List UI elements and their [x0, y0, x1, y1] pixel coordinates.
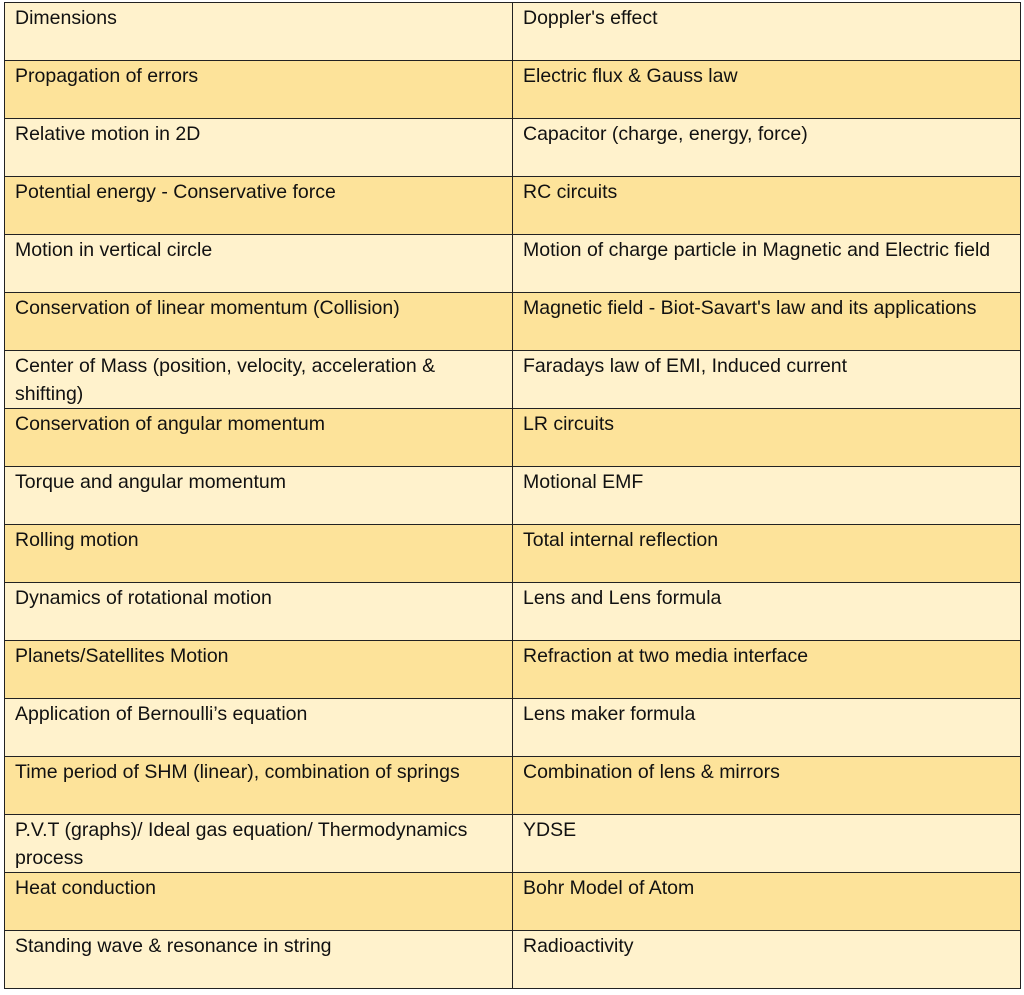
right-topic-cell: Capacitor (charge, energy, force) — [513, 119, 1021, 177]
right-topic-cell: Motional EMF — [513, 467, 1021, 525]
table-row — [5, 3, 1021, 61]
table-row — [5, 583, 1021, 641]
right-topic-cell: Motion of charge particle in Magnetic and Electric field — [513, 235, 1021, 293]
left-topic-cell: Conservation of linear momentum (Collision) — [5, 293, 513, 351]
right-topic-cell: Lens maker formula — [513, 699, 1021, 757]
table-row — [5, 293, 1021, 351]
table-row — [5, 351, 1021, 409]
left-topic-cell: Planets/Satellites Motion — [5, 641, 513, 699]
left-topic-cell: Center of Mass (position, velocity, acceleration & shifting) — [5, 351, 513, 409]
right-topic-cell: Bohr Model of Atom — [513, 873, 1021, 931]
right-topic-cell: Doppler's effect — [513, 3, 1021, 61]
right-topic-cell: Total internal reflection — [513, 525, 1021, 583]
table-row — [5, 177, 1021, 235]
right-topic-cell: RC circuits — [513, 177, 1021, 235]
left-topic-cell: Propagation of errors — [5, 61, 513, 119]
right-topic-cell: YDSE — [513, 815, 1021, 873]
right-topic-cell: LR circuits — [513, 409, 1021, 467]
right-topic-cell: Refraction at two media interface — [513, 641, 1021, 699]
table-row — [5, 119, 1021, 177]
table-row — [5, 815, 1021, 873]
left-topic-cell: Standing wave & resonance in string — [5, 931, 513, 989]
right-topic-cell: Radioactivity — [513, 931, 1021, 989]
table-row — [5, 61, 1021, 119]
right-topic-cell: Combination of lens & mirrors — [513, 757, 1021, 815]
table-row — [5, 525, 1021, 583]
left-topic-cell: Conservation of angular momentum — [5, 409, 513, 467]
left-topic-cell: Relative motion in 2D — [5, 119, 513, 177]
left-topic-cell: Rolling motion — [5, 525, 513, 583]
topics-table-body — [5, 3, 1021, 989]
left-topic-cell: Motion in vertical circle — [5, 235, 513, 293]
left-topic-cell: Torque and angular momentum — [5, 467, 513, 525]
left-topic-cell: Dimensions — [5, 3, 513, 61]
table-row — [5, 467, 1021, 525]
table-row — [5, 409, 1021, 467]
left-topic-cell: Potential energy - Conservative force — [5, 177, 513, 235]
topics-table — [4, 2, 1021, 989]
right-topic-cell: Faradays law of EMI, Induced current — [513, 351, 1021, 409]
right-topic-cell: Electric flux & Gauss law — [513, 61, 1021, 119]
left-topic-cell: Time period of SHM (linear), combination of springs — [5, 757, 513, 815]
table-row — [5, 757, 1021, 815]
table-row — [5, 873, 1021, 931]
left-topic-cell: Heat conduction — [5, 873, 513, 931]
left-topic-cell: P.V.T (graphs)/ Ideal gas equation/ Thermodynamics process — [5, 815, 513, 873]
right-topic-cell: Magnetic field - Biot-Savart's law and its applications — [513, 293, 1021, 351]
table-row — [5, 931, 1021, 989]
table-row — [5, 699, 1021, 757]
table-row — [5, 641, 1021, 699]
left-topic-cell: Dynamics of rotational motion — [5, 583, 513, 641]
left-topic-cell: Application of Bernoulli’s equation — [5, 699, 513, 757]
right-topic-cell: Lens and Lens formula — [513, 583, 1021, 641]
table-row — [5, 235, 1021, 293]
